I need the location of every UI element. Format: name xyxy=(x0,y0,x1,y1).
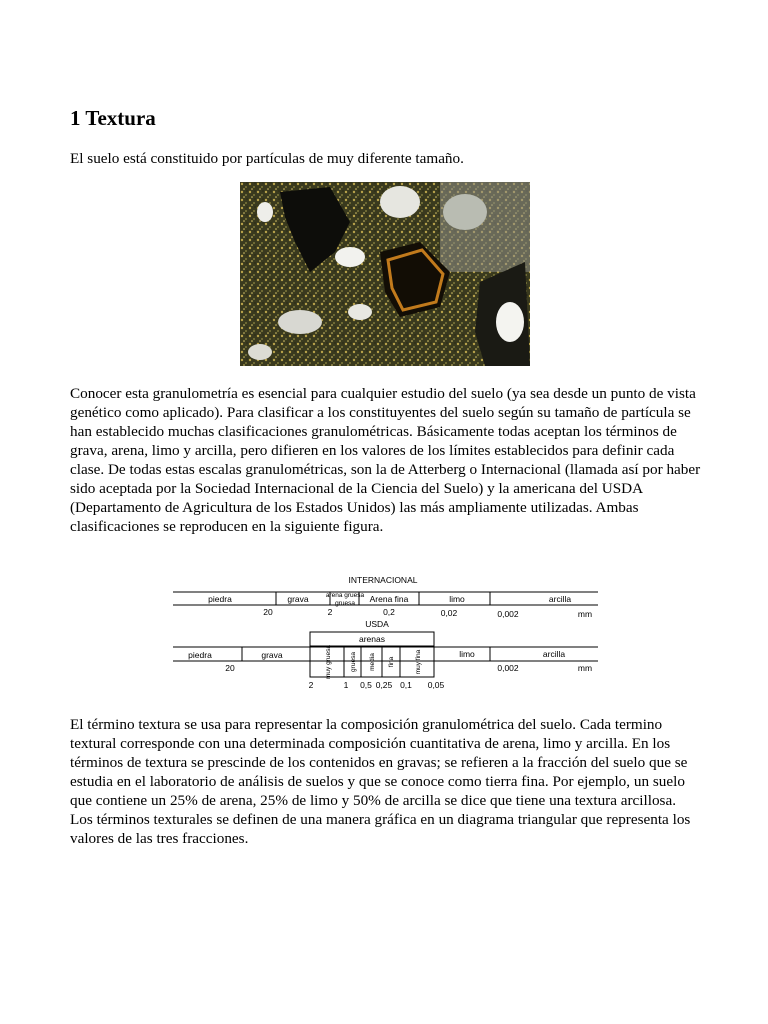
usda-class-arcilla: arcilla xyxy=(542,649,566,659)
granulometric-scales-figure xyxy=(170,572,600,694)
int-class-arcilla: arcilla xyxy=(548,594,572,604)
int-class-grava: grava xyxy=(287,594,309,604)
int-limit-0-02: 0,02 xyxy=(440,608,458,618)
soil-micrograph-image xyxy=(240,182,530,366)
usda-sand-limit-0-25: 0,25 xyxy=(375,680,393,690)
granulometry-paragraph: Conocer esta granulometría es esencial para cualquier estudio del suelo (ya sea desde un punto de vista genético como aplicado). Para clasificar a los constituyentes del suelo según su tamaño de partícula se han establecido muchas clasificaciones granulométricas. Básicamente todas aceptan los términos de grava, arena, limo y arcilla, pero difieren en los valores de los límites establecidos para definir cada clase. De todas estas escalas granulométricas, son la de Atterberg o Internacional (llamada así por haber sido aceptada por la Sociedad Internacional de la Ciencia del Suelo) y la americana del USDA (Departamento de Agricultura de los Estados Unidos) las más ampliamente utilizadas. Ambas clasificaciones se reproducen en la siguiente figura. xyxy=(70,385,701,535)
usda-sand-limit-0-1: 0,1 xyxy=(400,680,412,690)
int-class-piedra: piedra xyxy=(208,594,232,604)
usda-sand-media: media xyxy=(369,653,376,671)
usda-class-limo: limo xyxy=(459,649,475,659)
int-class-arena: arena gruesa xyxy=(325,592,365,599)
usda-arenas-label: arenas xyxy=(359,634,385,644)
usda-sand-gruesa: gruesa xyxy=(350,652,357,672)
int-unit: mm xyxy=(577,609,593,619)
usda-unit: mm xyxy=(577,663,593,673)
usda-limit-20: 20 xyxy=(225,663,235,673)
int-limit-0-002: 0,002 xyxy=(497,609,519,619)
usda-sand-muy-gruesa: muy gruesa xyxy=(325,645,332,679)
int-limit-20: 20 xyxy=(263,607,273,617)
intro-paragraph: El suelo está constituido por partículas de muy diferente tamaño. xyxy=(70,150,464,167)
usda-sand-limit-0-5: 0,5 xyxy=(360,680,372,690)
usda-sand-limit-2: 2 xyxy=(308,680,314,690)
int-limit-0-2: 0,2 xyxy=(383,607,395,617)
usda-sand-fina: fina xyxy=(388,656,395,668)
usda-sand-limit-0-05: 0,05 xyxy=(427,680,445,690)
section-heading: 1 Textura xyxy=(70,106,156,130)
usda-limit-0-002: 0,002 xyxy=(497,663,519,673)
internacional-title: INTERNACIONAL xyxy=(348,575,418,585)
usda-class-grava: grava xyxy=(261,650,283,660)
int-class-gruesa: gruesa xyxy=(335,600,355,607)
usda-sand-limit-1: 1 xyxy=(343,680,349,690)
texture-paragraph: El término textura se usa para representar la composición granulométrica del suelo. Cada termino textural corresponde con una determinada composición cuantitativa de arena, limo y arcilla. En los términos de textura se prescinde de los contenidos en gravas; se refieren a la fracción del suelo que se estudia en el laboratorio de análisis de suelos y que se conoce como tierra fina. Por ejemplo, un suelo que contiene un 25% de arena, 25% de limo y 50% de arcilla se dice que tiene una textura arcillosa. Los términos texturales se definen de una manera gráfica en un diagrama triangular que representa los valores de las tres fracciones. xyxy=(70,716,691,847)
int-class-arena-fina: Arena fina xyxy=(369,594,409,604)
int-limit-2: 2 xyxy=(327,607,333,617)
usda-sand-muy-fina: muy fina xyxy=(415,649,422,675)
int-class-limo: limo xyxy=(449,594,465,604)
usda-class-piedra: piedra xyxy=(188,650,212,660)
usda-title: USDA xyxy=(365,619,389,629)
